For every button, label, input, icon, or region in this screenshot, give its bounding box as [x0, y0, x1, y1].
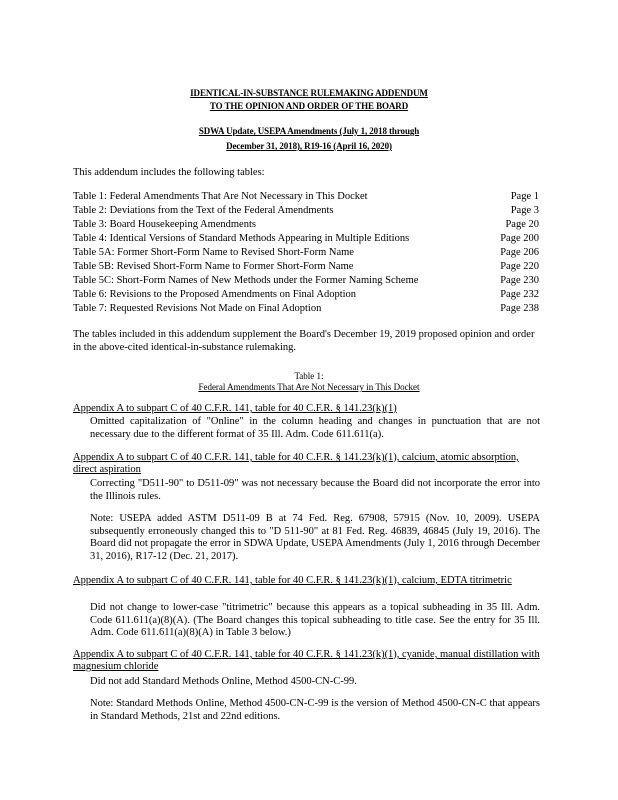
toc-page: Page 206	[500, 247, 539, 258]
toc-label: Table 4: Identical Versions of Standard Methods Appearing in Multiple Editions	[73, 233, 410, 244]
toc-page: Page 238	[500, 303, 539, 314]
toc-page: Page 220	[500, 261, 539, 272]
entry-note: Note: USEPA added ASTM D511-09 B at 74 Fed. Reg. 67908, 57915 (Nov. 10, 2009). USEPA subsequently erroneously changed this to "D 511-90" at 81 Fed. Reg. 46839, 46845 (July 19, 2016). The Board did not propagate the error in SDWA Update, USEPA Amendments (July 1, 2016 through December 31, 2016), R17-12 (Dec. 21, 2017).	[90, 513, 540, 562]
table1-title: Federal Amendments That Are Not Necessary in This Docket	[198, 382, 420, 392]
table1-number: Table 1:	[294, 371, 324, 381]
entry-paragraph: Correcting "D511-90" to D511-09" was not necessary because the Board did not incorporate the error into the Illinois rules.	[90, 478, 540, 502]
toc-label: Table 7: Requested Revisions Not Made on Final Adoption	[73, 303, 322, 314]
addendum-subtitle: TO THE OPINION AND ORDER OF THE BOARD	[209, 101, 409, 111]
toc-label: Table 5B: Revised Short-Form Name to Former Short-Form Name	[73, 261, 354, 272]
table-of-contents	[73, 190, 539, 316]
docket-line-1: SDWA Update, USEPA Amendments (July 1, 2018 through	[198, 126, 420, 136]
entry-paragraph: Did not change to lower-case "titrimetric" because this appears as a topical subheading in 35 Ill. Adm. Code 611.611(a)(8)(A). (The Board changes this topical subheading to title case. See the entry for 35 Ill. Adm. Code 611.611(a)(8)(A) in Table 3 below.)	[90, 602, 540, 638]
entry-paragraph: Omitted capitalization of "Online" in the column heading and changes in punctuation that are not necessary due to the different format of 35 Ill. Adm. Code 611.611(a).	[90, 416, 540, 440]
addendum-title: IDENTICAL-IN-SUBSTANCE RULEMAKING ADDENDUM	[190, 88, 428, 98]
toc-page: Page 3	[510, 205, 539, 216]
toc-item	[73, 260, 539, 274]
toc-label: Table 5C: Short-Form Names of New Methods under the Former Naming Scheme	[73, 275, 419, 286]
docket-line-2: December 31, 2018), R19-16 (April 16, 2020)	[226, 141, 392, 151]
toc-label: Table 5A: Former Short-Form Name to Revised Short-Form Name	[73, 247, 354, 258]
toc-label: Table 2: Deviations from the Text of the Federal Amendments	[73, 205, 334, 216]
toc-item	[73, 302, 539, 316]
toc-label: Table 3: Board Housekeeping Amendments	[73, 219, 256, 230]
supplement-text: The tables included in this addendum supplement the Board's December 19, 2019 proposed opinion and order in the above-cited identical-in-substance rulemaking.	[73, 329, 535, 353]
toc-item	[73, 274, 539, 288]
toc-item	[73, 246, 539, 260]
entry-heading: Appendix A to subpart C of 40 C.F.R. 141, table for 40 C.F.R. § 141.23(k)(1)	[73, 403, 397, 414]
toc-item	[73, 204, 539, 218]
toc-item	[73, 288, 539, 302]
toc-page: Page 200	[500, 233, 539, 244]
intro-text: This addendum includes the following tables:	[73, 167, 265, 178]
toc-label: Table 1: Federal Amendments That Are Not Necessary in This Docket	[73, 191, 368, 202]
toc-item	[73, 232, 539, 246]
entry-heading: Appendix A to subpart C of 40 C.F.R. 141, table for 40 C.F.R. § 141.23(k)(1), calcium, EDTA titrimetric	[73, 575, 512, 586]
entry-heading: Appendix A to subpart C of 40 C.F.R. 141, table for 40 C.F.R. § 141.23(k)(1), calcium, atomic absorption, direct aspiration	[73, 452, 519, 475]
toc-item	[73, 190, 539, 204]
toc-page: Page 230	[500, 275, 539, 286]
toc-page: Page 20	[505, 219, 539, 230]
entry-paragraph: Did not add Standard Methods Online, Method 4500-CN-C-99.	[90, 676, 357, 687]
toc-item	[73, 218, 539, 232]
toc-page: Page 232	[500, 289, 539, 300]
toc-label: Table 6: Revisions to the Proposed Amendments on Final Adoption	[73, 289, 357, 300]
entry-note: Note: Standard Methods Online, Method 4500-CN-C-99 is the version of Method 4500-CN-C that appears in Standard Methods, 21st and 22nd editions.	[90, 698, 540, 722]
toc-page: Page 1	[510, 191, 539, 202]
entry-heading: Appendix A to subpart C of 40 C.F.R. 141, table for 40 C.F.R. § 141.23(k)(1), cyanide, manual distillation with magnesium chloride	[73, 649, 540, 672]
table1-caption	[0, 371, 618, 393]
